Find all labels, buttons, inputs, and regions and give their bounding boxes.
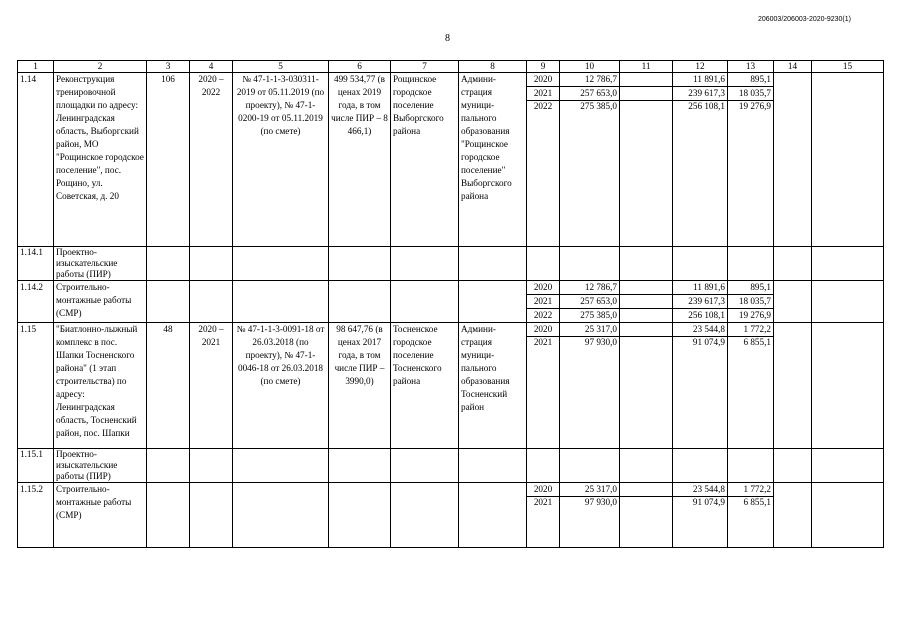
year: 2020 bbox=[527, 73, 560, 87]
col-header: 4 bbox=[190, 61, 233, 73]
total-amount: 25 317,0 bbox=[560, 323, 620, 337]
regional-budget: 239 617,3 bbox=[673, 87, 728, 101]
year: 2022 bbox=[527, 101, 560, 247]
empty-cell bbox=[391, 483, 459, 548]
col-header: 13 bbox=[728, 61, 774, 73]
empty-cell bbox=[147, 483, 190, 548]
row-number: 1.14.1 bbox=[18, 247, 54, 281]
empty-cell bbox=[812, 73, 884, 247]
empty-cell bbox=[620, 483, 673, 497]
col-header: 15 bbox=[812, 61, 884, 73]
object-name: Реконструкция тренировочной площадки по адресу: Ленинградская область, Выборгский район, МО "Рощинское городское поселение", пос. Рощино, ул. Советская, д. 20 bbox=[54, 73, 147, 247]
regional-budget: 23 544,8 bbox=[673, 483, 728, 497]
object-name: Строительно-монтажные работы (СМР) bbox=[54, 281, 147, 323]
empty-cell bbox=[620, 247, 673, 281]
total-amount: 97 930,0 bbox=[560, 337, 620, 449]
year: 2020 bbox=[527, 483, 560, 497]
empty-cell bbox=[147, 449, 190, 483]
object-name: Проектно-изыскательские работы (ПИР) bbox=[54, 247, 147, 281]
col-header: 11 bbox=[620, 61, 673, 73]
year: 2020 bbox=[527, 323, 560, 337]
col-header: 12 bbox=[673, 61, 728, 73]
year: 2022 bbox=[527, 309, 560, 323]
local-budget: 6 855,1 bbox=[728, 337, 774, 449]
empty-cell bbox=[329, 483, 391, 548]
regional-budget: 11 891,6 bbox=[673, 73, 728, 87]
empty-cell bbox=[620, 337, 673, 449]
row-number: 1.14 bbox=[18, 73, 54, 247]
empty-cell bbox=[233, 483, 329, 548]
empty-cell bbox=[459, 483, 527, 548]
local-budget: 19 276,9 bbox=[728, 309, 774, 323]
row-number: 1.15 bbox=[18, 323, 54, 449]
empty-cell bbox=[147, 247, 190, 281]
local-budget: 18 035,7 bbox=[728, 87, 774, 101]
empty-cell bbox=[774, 247, 812, 281]
local-budget: 895,1 bbox=[728, 73, 774, 87]
location: Рощинское городское поселение Выборгского района bbox=[391, 73, 459, 247]
empty-cell bbox=[620, 101, 673, 247]
year: 2020 bbox=[527, 281, 560, 295]
regional-budget: 91 074,9 bbox=[673, 497, 728, 548]
empty-cell bbox=[620, 73, 673, 87]
row-number: 1.14.2 bbox=[18, 281, 54, 323]
object-name: Строительно-монтажные работы (СМР) bbox=[54, 483, 147, 548]
empty-cell bbox=[774, 483, 812, 548]
empty-cell bbox=[812, 483, 884, 548]
table-row bbox=[18, 483, 884, 497]
total-amount: 97 930,0 bbox=[560, 497, 620, 548]
local-budget: 19 276,9 bbox=[728, 101, 774, 247]
regional-budget: 256 108,1 bbox=[673, 101, 728, 247]
total-amount: 257 653,0 bbox=[560, 295, 620, 309]
empty-cell bbox=[774, 73, 812, 247]
total-amount: 12 786,7 bbox=[560, 281, 620, 295]
table-row bbox=[18, 247, 884, 281]
empty-cell bbox=[391, 247, 459, 281]
col-header: 2 bbox=[54, 61, 147, 73]
empty-cell bbox=[774, 281, 812, 323]
empty-cell bbox=[329, 247, 391, 281]
location: Тосненское городское поселение Тосненского района bbox=[391, 323, 459, 449]
table-row bbox=[18, 281, 884, 295]
document-id: 206003/206003-2020-9230(1) bbox=[757, 16, 851, 23]
empty-cell bbox=[774, 323, 812, 449]
table-row bbox=[18, 449, 884, 483]
empty-cell bbox=[620, 449, 673, 483]
page-number: 8 bbox=[445, 33, 450, 44]
empty-cell bbox=[673, 449, 728, 483]
customer: Админи-страция муници-пального образования "Рощинское городское поселение" Выборгского района bbox=[459, 73, 527, 247]
col-header: 3 bbox=[147, 61, 190, 73]
expertise: № 47-1-1-3-030311-2019 от 05.11.2019 (по проекту), № 47-1-0200-19 от 05.11.2019 (по смете) bbox=[233, 73, 329, 247]
col-header: 9 bbox=[527, 61, 560, 73]
empty-cell bbox=[560, 449, 620, 483]
empty-cell bbox=[620, 295, 673, 309]
table-row bbox=[18, 323, 884, 337]
empty-cell bbox=[673, 247, 728, 281]
period: 2020 – 2022 bbox=[190, 73, 233, 247]
col-header: 8 bbox=[459, 61, 527, 73]
total-amount: 257 653,0 bbox=[560, 87, 620, 101]
empty-cell bbox=[620, 497, 673, 548]
col-header: 1 bbox=[18, 61, 54, 73]
empty-cell bbox=[190, 247, 233, 281]
year: 2021 bbox=[527, 295, 560, 309]
local-budget: 1 772,2 bbox=[728, 483, 774, 497]
empty-cell bbox=[391, 449, 459, 483]
col-header: 14 bbox=[774, 61, 812, 73]
total-amount: 25 317,0 bbox=[560, 483, 620, 497]
empty-cell bbox=[812, 247, 884, 281]
empty-cell bbox=[728, 449, 774, 483]
local-budget: 6 855,1 bbox=[728, 497, 774, 548]
row-number: 1.15.2 bbox=[18, 483, 54, 548]
empty-cell bbox=[329, 449, 391, 483]
empty-cell bbox=[391, 281, 459, 323]
col-header: 10 bbox=[560, 61, 620, 73]
empty-cell bbox=[459, 449, 527, 483]
empty-cell bbox=[620, 309, 673, 323]
empty-cell bbox=[728, 247, 774, 281]
empty-cell bbox=[233, 281, 329, 323]
expertise: № 47-1-1-3-0091-18 от 26.03.2018 (по проекту), № 47-1-0046-18 от 26.03.2018 (по смете) bbox=[233, 323, 329, 449]
empty-cell bbox=[459, 247, 527, 281]
regional-budget: 239 617,3 bbox=[673, 295, 728, 309]
empty-cell bbox=[190, 449, 233, 483]
empty-cell bbox=[147, 281, 190, 323]
row-number: 1.15.1 bbox=[18, 449, 54, 483]
col-header: 6 bbox=[329, 61, 391, 73]
total-amount: 275 385,0 bbox=[560, 309, 620, 323]
empty-cell bbox=[190, 281, 233, 323]
regional-budget: 11 891,6 bbox=[673, 281, 728, 295]
regional-budget: 91 074,9 bbox=[673, 337, 728, 449]
empty-cell bbox=[620, 323, 673, 337]
total-amount: 12 786,7 bbox=[560, 73, 620, 87]
estimated-cost: 499 534,77 (в ценах 2019 года, в том числе ПИР – 8 466,1) bbox=[329, 73, 391, 247]
year: 2021 bbox=[527, 497, 560, 548]
year: 2021 bbox=[527, 87, 560, 101]
total-amount: 275 385,0 bbox=[560, 101, 620, 247]
empty-cell bbox=[527, 449, 560, 483]
object-name: "Биатлонно-лыжный комплекс в пос. Шапки Тосненского района" (1 этап строительства) по адресу: Ленинградская область, Тосненский район, пос. Шапки bbox=[54, 323, 147, 449]
year: 2021 bbox=[527, 337, 560, 449]
capacity: 106 bbox=[147, 73, 190, 247]
object-name: Проектно-изыскательские работы (ПИР) bbox=[54, 449, 147, 483]
empty-cell bbox=[527, 247, 560, 281]
empty-cell bbox=[774, 449, 812, 483]
customer: Админи-страция муници-пального образования Тосненский район bbox=[459, 323, 527, 449]
col-header: 5 bbox=[233, 61, 329, 73]
estimated-cost: 98 647,76 (в ценах 2017 года, в том числе ПИР – 3990,0) bbox=[329, 323, 391, 449]
empty-cell bbox=[560, 247, 620, 281]
empty-cell bbox=[812, 281, 884, 323]
empty-cell bbox=[812, 323, 884, 449]
empty-cell bbox=[190, 483, 233, 548]
empty-cell bbox=[329, 281, 391, 323]
period: 2020 – 2021 bbox=[190, 323, 233, 449]
table-row bbox=[18, 73, 884, 87]
empty-cell bbox=[620, 87, 673, 101]
program-table bbox=[17, 60, 884, 548]
regional-budget: 23 544,8 bbox=[673, 323, 728, 337]
local-budget: 18 035,7 bbox=[728, 295, 774, 309]
local-budget: 895,1 bbox=[728, 281, 774, 295]
empty-cell bbox=[620, 281, 673, 295]
empty-cell bbox=[233, 449, 329, 483]
regional-budget: 256 108,1 bbox=[673, 309, 728, 323]
empty-cell bbox=[459, 281, 527, 323]
column-number-row bbox=[18, 61, 884, 73]
local-budget: 1 772,2 bbox=[728, 323, 774, 337]
col-header: 7 bbox=[391, 61, 459, 73]
empty-cell bbox=[233, 247, 329, 281]
empty-cell bbox=[812, 449, 884, 483]
capacity: 48 bbox=[147, 323, 190, 449]
